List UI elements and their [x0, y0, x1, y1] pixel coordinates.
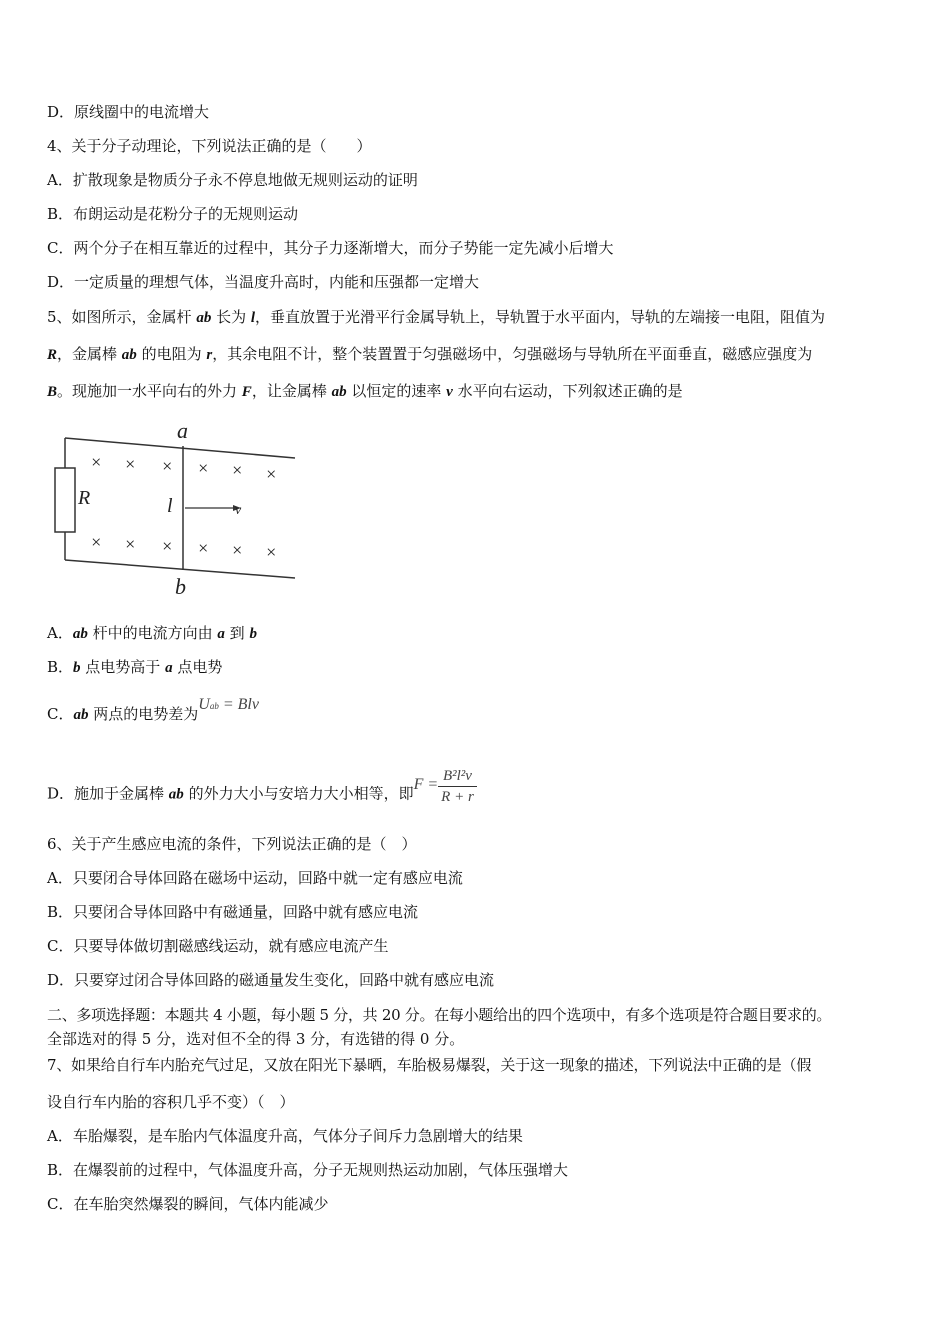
section2-heading-line2: 全部选对的得 5 分，选对但不全的得 3 分，有选错的得 0 分。 — [47, 1030, 465, 1048]
label-l: l — [167, 495, 173, 517]
svg-text:×: × — [90, 532, 103, 552]
svg-text:×: × — [265, 542, 278, 562]
label-R: R — [78, 487, 91, 509]
q6-stem: 6、关于产生感应电流的条件，下列说法正确的是（ ） — [47, 835, 417, 853]
q4-option-a: A．扩散现象是物质分子永不停息地做无规则运动的证明 — [47, 171, 418, 189]
svg-text:×: × — [265, 464, 278, 484]
q7-option-c: C．在车胎突然爆裂的瞬间，气体内能减少 — [47, 1195, 329, 1213]
q5-stem-line1: 5、如图所示，金属杆 ab 长为 l，垂直放置于光滑平行金属导轨上，导轨置于水平面内，导轨的左端接一电阻，阻值为 — [47, 308, 826, 326]
q4-stem: 4、关于分子动理论，下列说法正确的是（ ） — [47, 137, 372, 155]
q5-option-a: A．ab 杆中的电流方向由 a 到 b — [47, 624, 257, 642]
q5-option-d: D．施加于金属棒 ab 的外力大小与安培力大小相等，即F = $\frac{\text{B²l²v}}{R + r}$ — [47, 774, 477, 815]
q5-option-c: C．ab 两点的电势差为Uab = Blv — [47, 696, 259, 723]
q7-stem-line1: 7、如果给自行车内胎充气过足，又放在阳光下暴晒，车胎极易爆裂，关于这一现象的描述，下列说法中正确的是（假 — [47, 1056, 812, 1074]
svg-text:×: × — [90, 452, 103, 472]
q6-option-c: C．只要导体做切割磁感线运动，就有感应电流产生 — [47, 937, 389, 955]
q5-option-b: B．b 点电势高于 a 点电势 — [47, 658, 223, 676]
svg-text:×: × — [231, 460, 244, 480]
rail-circuit-diagram — [45, 420, 305, 600]
label-v: v — [235, 503, 242, 518]
svg-text:×: × — [231, 540, 244, 560]
svg-text:×: × — [124, 534, 137, 554]
q7-stem-line2: 设自行车内胎的容积几乎不变）（ ） — [47, 1093, 295, 1111]
q6-option-b: B．只要闭合导体回路中有磁通量，回路中就有感应电流 — [47, 903, 419, 921]
label-a: a — [177, 420, 188, 443]
q6-option-a: A．只要闭合导体回路在磁场中运动，回路中就一定有感应电流 — [47, 869, 463, 887]
q6-option-d: D．只要穿过闭合导体回路的磁通量发生变化，回路中就有感应电流 — [47, 971, 495, 989]
q4-option-d: D．一定质量的理想气体，当温度升高时，内能和压强都一定增大 — [47, 273, 480, 291]
resistor — [55, 468, 75, 532]
q4-option-c: C．两个分子在相互靠近的过程中，其分子力逐渐增大，而分子势能一定先减小后增大 — [47, 239, 614, 257]
q7-option-b: B．在爆裂前的过程中，气体温度升高，分子无规则热运动加剧，气体压强增大 — [47, 1161, 569, 1179]
svg-text:×: × — [197, 538, 210, 558]
q7-option-a: A．车胎爆裂，是车胎内气体温度升高，气体分子间斥力急剧增大的结果 — [47, 1127, 523, 1145]
q5-stem-line2: R，金属棒 ab 的电阻为 r，其余电阻不计，整个装置置于匀强磁场中，匀强磁场与导轨所在平面垂直，磁感应强度为 — [47, 345, 813, 363]
label-b: b — [175, 574, 186, 599]
q3-option-d: D．原线圈中的电流增大 — [47, 103, 210, 121]
section2-heading-line1: 二、多项选择题：本题共 4 小题，每小题 5 分，共 20 分。在每小题给出的四个选项中，有多个选项是符合题目要求的。 — [47, 1006, 832, 1024]
svg-text:×: × — [161, 456, 174, 476]
svg-text:×: × — [197, 458, 210, 478]
svg-text:×: × — [161, 536, 174, 556]
q5-stem-line3: B。现施加一水平向右的外力 F，让金属棒 ab 以恒定的速率 v 水平向右运动，下列叙述正确的是 — [47, 382, 683, 400]
q4-option-b: B．布朗运动是花粉分子的无规则运动 — [47, 205, 299, 223]
svg-text:×: × — [124, 454, 137, 474]
